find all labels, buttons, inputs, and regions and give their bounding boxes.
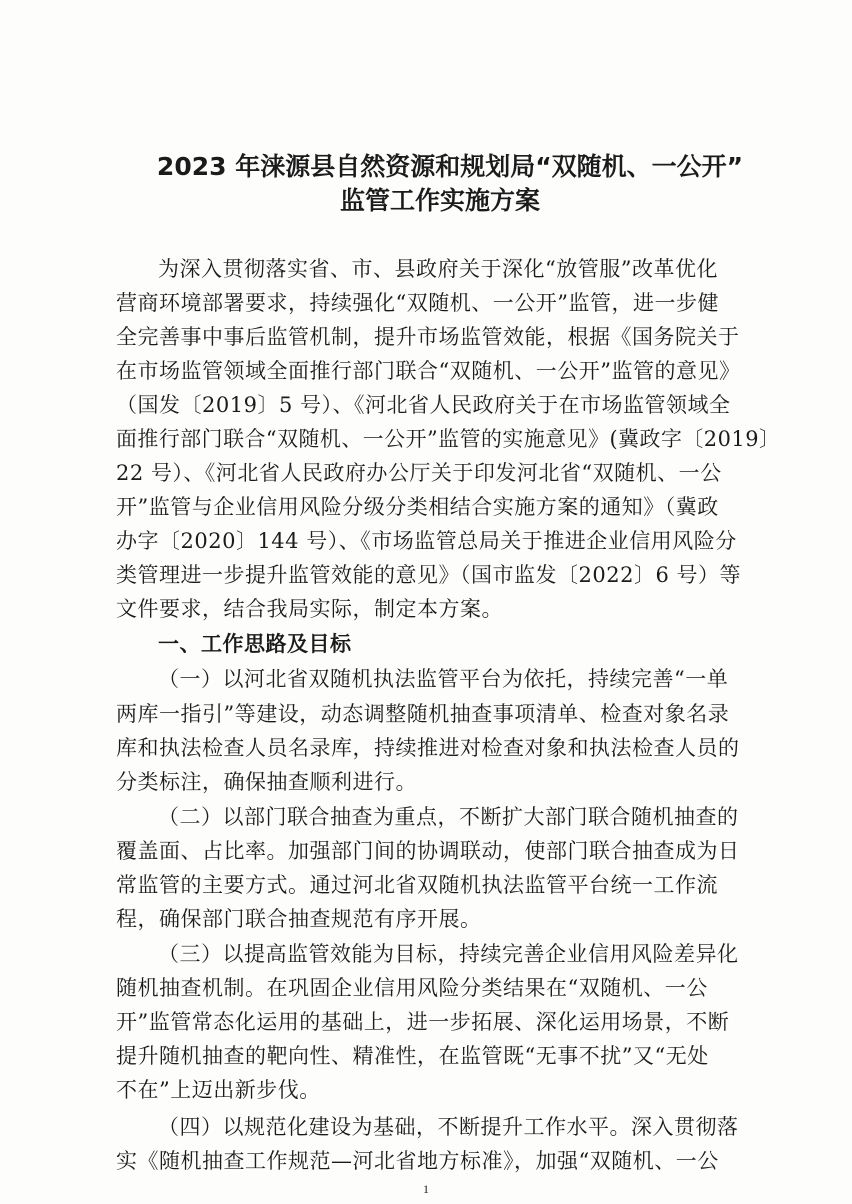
body-line: 两库一指引”等建设，动态调整随机抽查事项清单、检查对象名录 — [116, 702, 730, 726]
body-line: 开”监管常态化运用的基础上，进一步拓展、深化运用场景，不断 — [116, 1010, 730, 1034]
body-line: 开”监管与企业信用风险分级分类相结合实施方案的通知》（冀政 — [116, 495, 719, 519]
document-title-line-2: 监管工作实施方案 — [339, 186, 540, 215]
body-line: 程，确保部门联合抽查规范有序开展。 — [116, 907, 482, 931]
body-line: （国发〔2019〕5 号）、《河北省人民政府关于在市场监管领域全 — [116, 393, 731, 417]
body-line: 随机抽查机制。在巩固企业信用风险分类结果在“双随机、一公 — [116, 976, 708, 1000]
body-line: 营商环境部署要求，持续强化“双随机、一公开”监管，进一步健 — [116, 291, 719, 315]
body-line: 提升随机抽查的靶向性、精准性，在监管既“无事不扰”又“无处 — [116, 1044, 709, 1068]
body-line: 22 号）、《河北省人民政府办公厅关于印发河北省“双随机、一公 — [116, 461, 722, 485]
body-line: 为深入贯彻落实省、市、县政府关于深化“放管服”改革优化 — [158, 257, 718, 281]
body-line: 不在”上迈出新步伐。 — [116, 1078, 321, 1102]
body-line: 实《随机抽查工作规范—河北省地方标准》，加强“双随机、一公 — [116, 1149, 719, 1173]
body-line: 全完善事中事后监管机制，提升市场监管效能，根据《国务院关于 — [116, 325, 740, 349]
document-title-line-1: 2023 年涞源县自然资源和规划局“双随机、一公开” — [156, 152, 744, 181]
body-line: （三）以提高监管效能为目标，持续完善企业信用风险差异化 — [158, 942, 739, 966]
body-line: （二）以部门联合抽查为重点，不断扩大部门联合随机抽查的 — [158, 805, 739, 829]
page-number: 1 — [423, 1182, 429, 1196]
body-line: 覆盖面、占比率。加强部门间的协调联动，使部门联合抽查成为日 — [116, 839, 740, 863]
body-line: （四）以规范化建设为基础，不断提升工作水平。深入贯彻落 — [158, 1115, 739, 1139]
body-line: 库和执法检查人员名录库，持续推进对检查对象和执法检查人员的 — [116, 736, 740, 760]
body-line: 分类标注，确保抽查顺利进行。 — [116, 770, 417, 794]
section-heading: 一、工作思路及目标 — [158, 632, 352, 656]
body-line: 常监管的主要方式。通过河北省双随机执法监管平台统一工作流 — [116, 873, 718, 897]
body-line: 类管理进一步提升监管效能的意见》（国市监发〔2022〕6 号）等 — [116, 563, 741, 587]
body-line: 面推行部门联合“双随机、一公开”监管的实施意见》(冀政字〔2019〕 — [116, 427, 781, 451]
body-line: 办字〔2020〕144 号）、《市场监管总局关于推进企业信用风险分 — [116, 529, 737, 553]
body-line: 文件要求，结合我局实际，制定本方案。 — [116, 597, 503, 621]
body-line: （一）以河北省双随机执法监管平台为依托，持续完善“一单 — [158, 667, 729, 691]
body-line: 在市场监管领域全面推行部门联合“双随机、一公开”监管的意见》 — [116, 359, 741, 383]
